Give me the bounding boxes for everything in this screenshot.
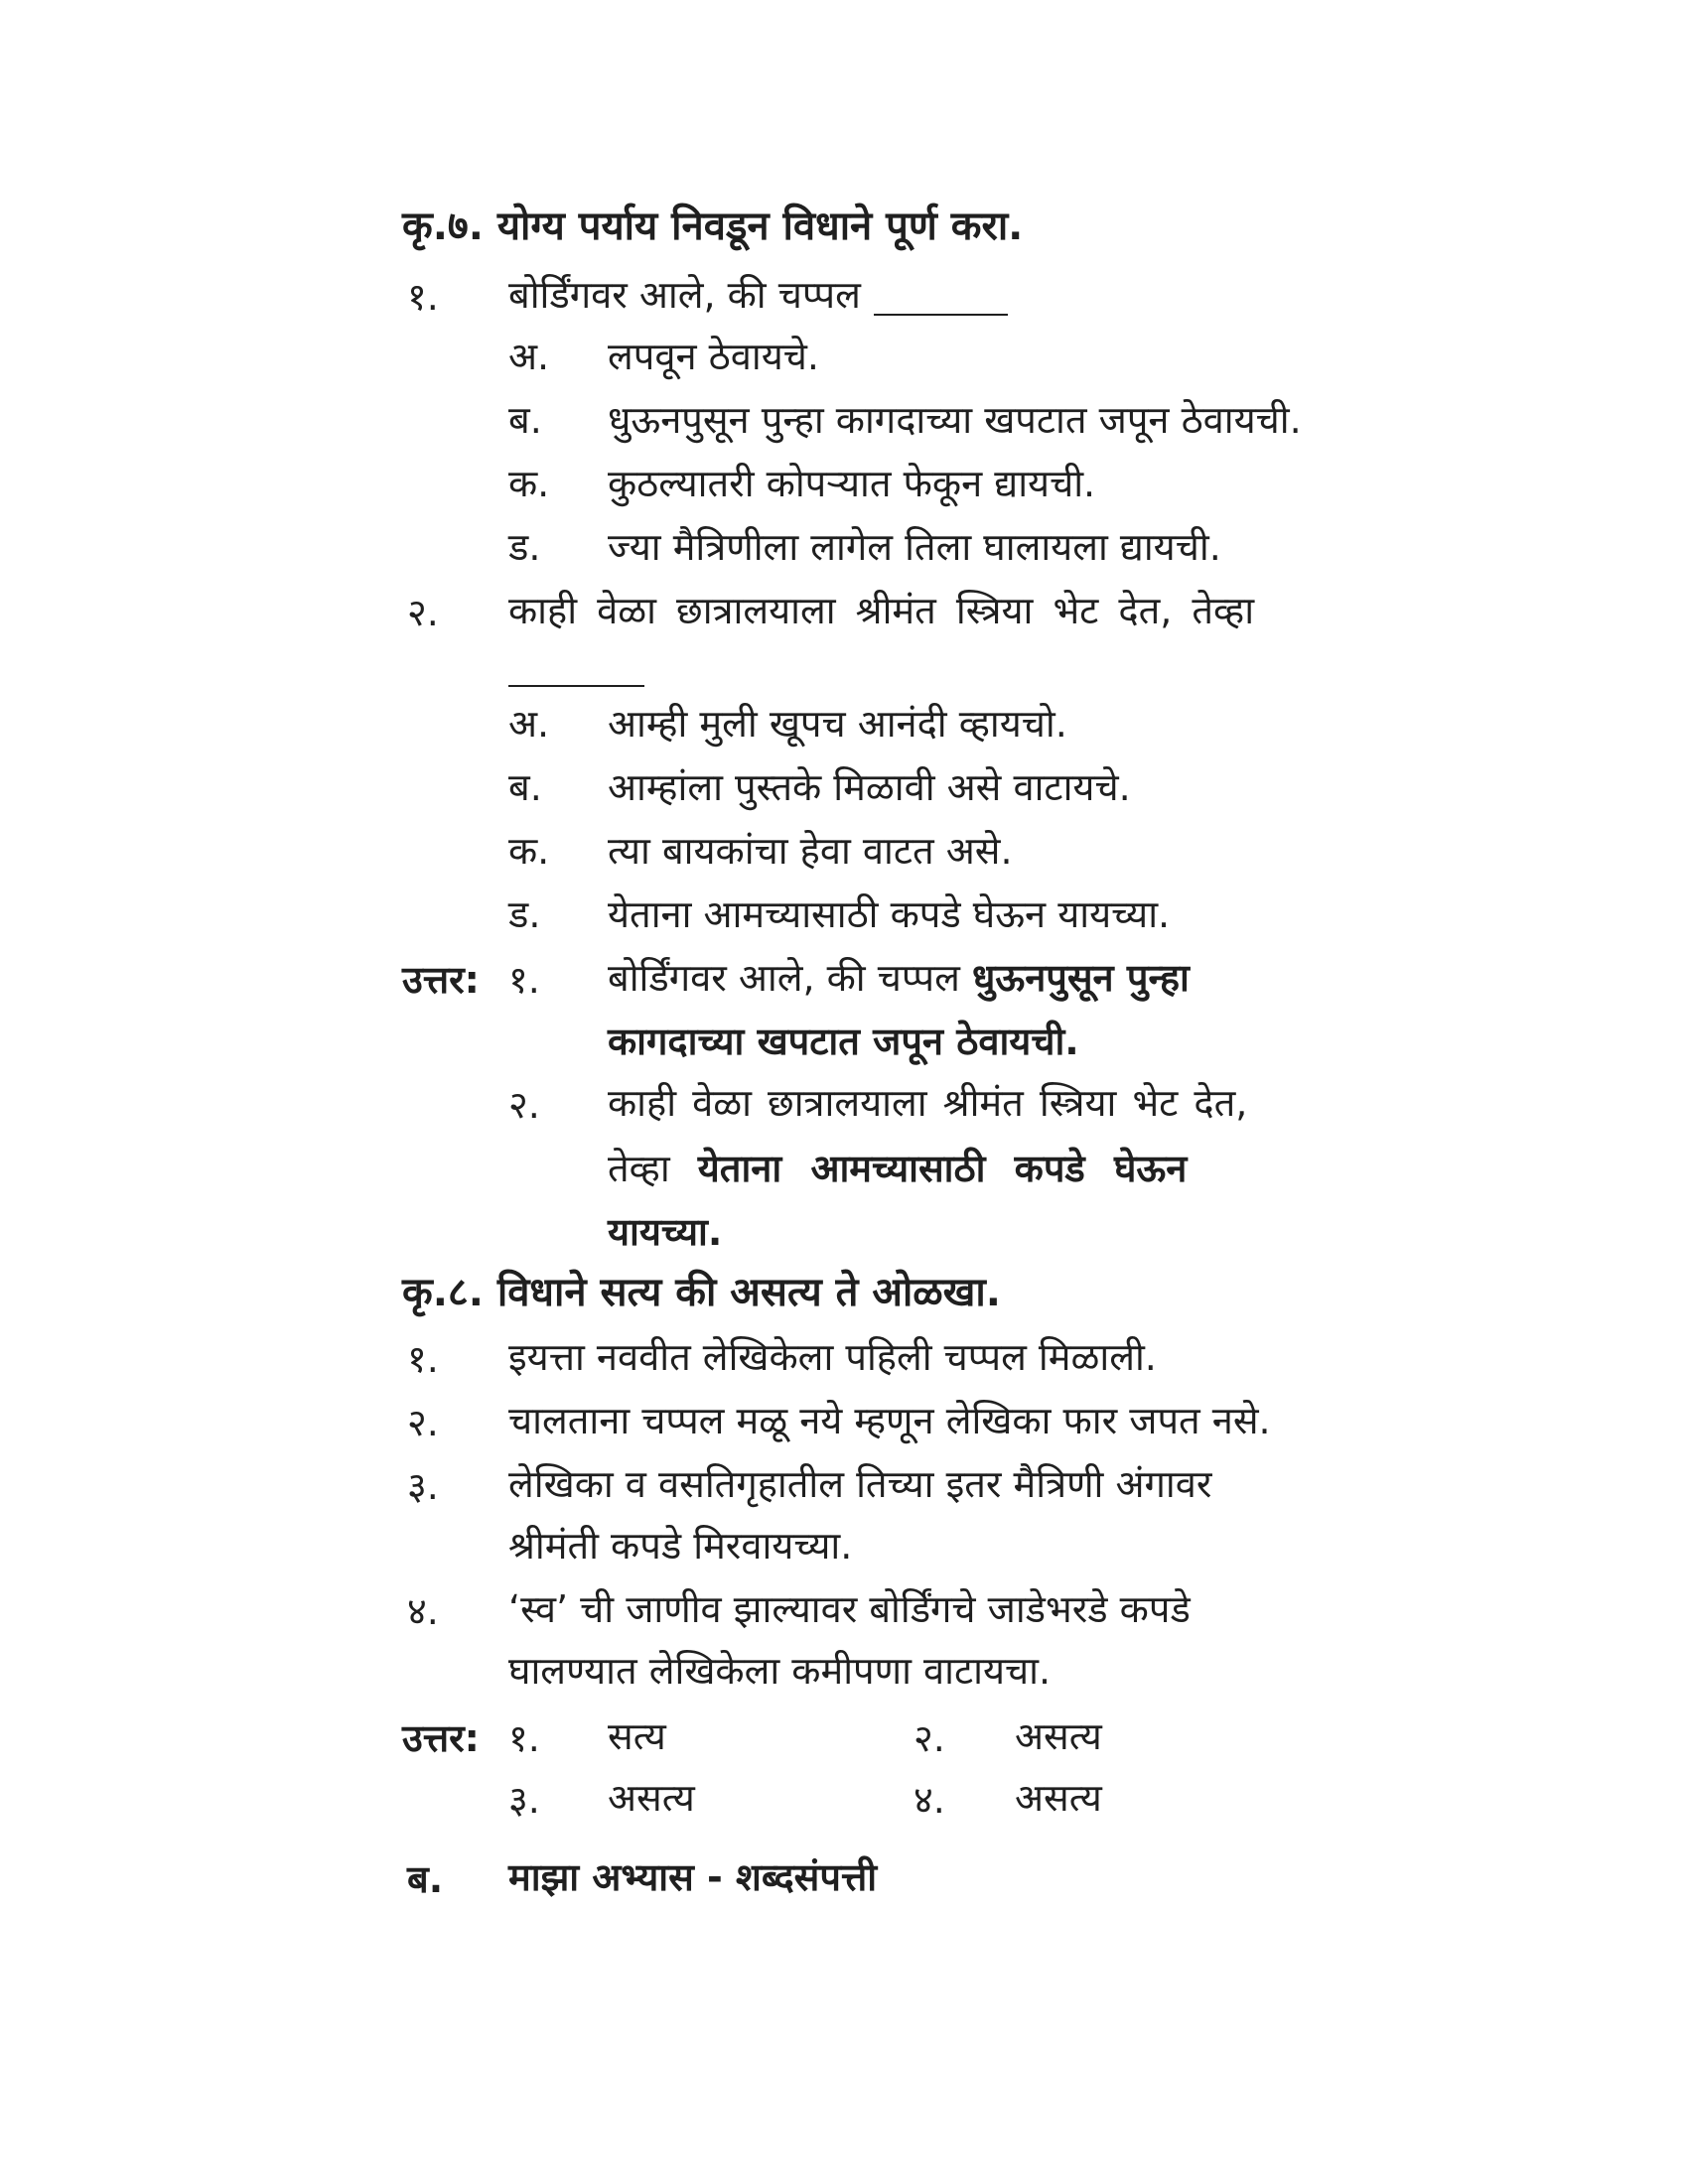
q8-item-4-number: ४. xyxy=(407,1589,439,1633)
q7-answer-1-text-continued: कागदाच्या खपटात जपून ठेवायची. xyxy=(608,1020,1079,1063)
q7-item-1-option-d: ज्या मैत्रिणीला लागेल तिला घालायला द्यायची. xyxy=(608,525,1221,569)
q8-answer-2-value: असत्य xyxy=(1015,1714,1102,1758)
q8-answer-3-value: असत्य xyxy=(608,1776,695,1820)
q7-item-1-text: बोर्डिंगवर आले, की चप्पल xyxy=(508,273,861,317)
q7-item-1-option-c: कुठल्यातरी कोपऱ्यात फेकून द्यायची. xyxy=(608,462,1096,505)
q7-item-1-option-b: धुऊनपुसून पुन्हा कागदाच्या खपटात जपून ठेवायची. xyxy=(608,398,1302,442)
q7-item-1-option-d-label: ड. xyxy=(508,525,541,569)
q7-item-2-option-a: आम्ही मुली खूपच आनंदी व्हायचो. xyxy=(608,702,1067,746)
q7-item-2-option-b: आम्हांला पुस्तके मिळावी असे वाटायचे. xyxy=(608,765,1131,809)
q7-item-2-text: काही वेळा छात्रालयाला श्रीमंत स्त्रिया भेट देत, तेव्हा xyxy=(508,589,1255,632)
q7-item-1-option-c-label: क. xyxy=(508,462,550,505)
q7-item-1-blank xyxy=(874,314,1008,316)
q7-item-2-blank xyxy=(508,685,644,687)
q8-answer-4-value: असत्य xyxy=(1015,1776,1102,1820)
q7-answer-2-text: काही वेळा छात्रालयाला श्रीमंत स्त्रिया भेट देत, xyxy=(608,1081,1248,1125)
q8-item-1-text: इयत्ता नववीत लेखिकेला पहिली चप्पल मिळाली. xyxy=(508,1335,1157,1379)
q8-answer-label: उत्तर: xyxy=(402,1716,480,1760)
q7-answer-1-text: बोर्डिंगवर आले, की चप्पल धुऊनपुसून पुन्हा xyxy=(608,956,1190,1000)
q7-item-1-option-a-label: अ. xyxy=(508,335,550,378)
q8-item-1-number: १. xyxy=(407,1337,439,1381)
q7-item-2-option-c-label: क. xyxy=(508,829,550,873)
q8-item-2-text: चालताना चप्पल मळू नये म्हणून लेखिका फार जपत नसे. xyxy=(508,1399,1271,1442)
q8-answer-4-number: ४. xyxy=(914,1778,945,1822)
q7-item-1-number: १. xyxy=(407,275,439,319)
section-b-title: माझा अभ्यास - शब्दसंपत्ती xyxy=(508,1855,878,1899)
question-7-heading: कृ.७. योग्य पर्याय निवडून विधाने पूर्ण करा. xyxy=(402,204,1024,249)
q7-item-1-option-a: लपवून ठेवायचे. xyxy=(608,335,819,378)
q7-item-2-option-d-label: ड. xyxy=(508,892,541,936)
q7-answer-2-text-continued: तेव्हा येताना आमच्यासाठी कपडे घेऊन xyxy=(608,1147,1188,1190)
q7-item-2-option-d: येताना आमच्यासाठी कपडे घेऊन यायच्या. xyxy=(608,892,1171,936)
q7-answer-2-text-end: यायच्या. xyxy=(608,1210,723,1254)
q7-answer-label: उत्तर: xyxy=(402,958,480,1002)
q7-answer-2-bold: येताना आमच्यासाठी कपडे घेऊन xyxy=(697,1147,1188,1190)
q8-answer-2-number: २. xyxy=(914,1716,945,1760)
section-b-label: ब. xyxy=(407,1857,444,1901)
q8-item-4-text-continued: घालण्यात लेखिकेला कमीपणा वाटायचा. xyxy=(508,1649,1052,1693)
q7-item-2-option-c: त्या बायकांचा हेवा वाटत असे. xyxy=(608,829,1013,873)
q8-answer-3-number: ३. xyxy=(508,1778,540,1822)
q8-answer-1-value: सत्य xyxy=(608,1714,666,1758)
q8-answer-1-number: १. xyxy=(508,1716,540,1760)
q8-item-3-text-continued: श्रीमंती कपडे मिरवायच्या. xyxy=(508,1524,853,1568)
q7-answer-1-bold: धुऊनपुसून पुन्हा xyxy=(972,956,1190,1000)
q7-answer-1-number: १. xyxy=(508,958,540,1002)
q7-answer-2-number: २. xyxy=(508,1083,540,1127)
question-8-heading: कृ.८. विधाने सत्य की असत्य ते ओळखा. xyxy=(402,1270,1001,1315)
q7-item-2-option-b-label: ब. xyxy=(508,765,542,809)
q8-item-2-number: २. xyxy=(407,1401,439,1444)
q7-item-2-number: २. xyxy=(407,591,439,634)
q7-item-2-option-a-label: अ. xyxy=(508,702,550,746)
q8-item-4-text: ‘स्व’ ची जाणीव झाल्यावर बोर्डिंगचे जाडेभरडे कपडे xyxy=(508,1587,1191,1631)
q7-item-1-option-b-label: ब. xyxy=(508,398,542,442)
q8-item-3-number: ३. xyxy=(407,1464,439,1508)
q8-item-3-text: लेखिका व वसतिगृहातील तिच्या इतर मैत्रिणी अंगावर xyxy=(508,1462,1212,1506)
